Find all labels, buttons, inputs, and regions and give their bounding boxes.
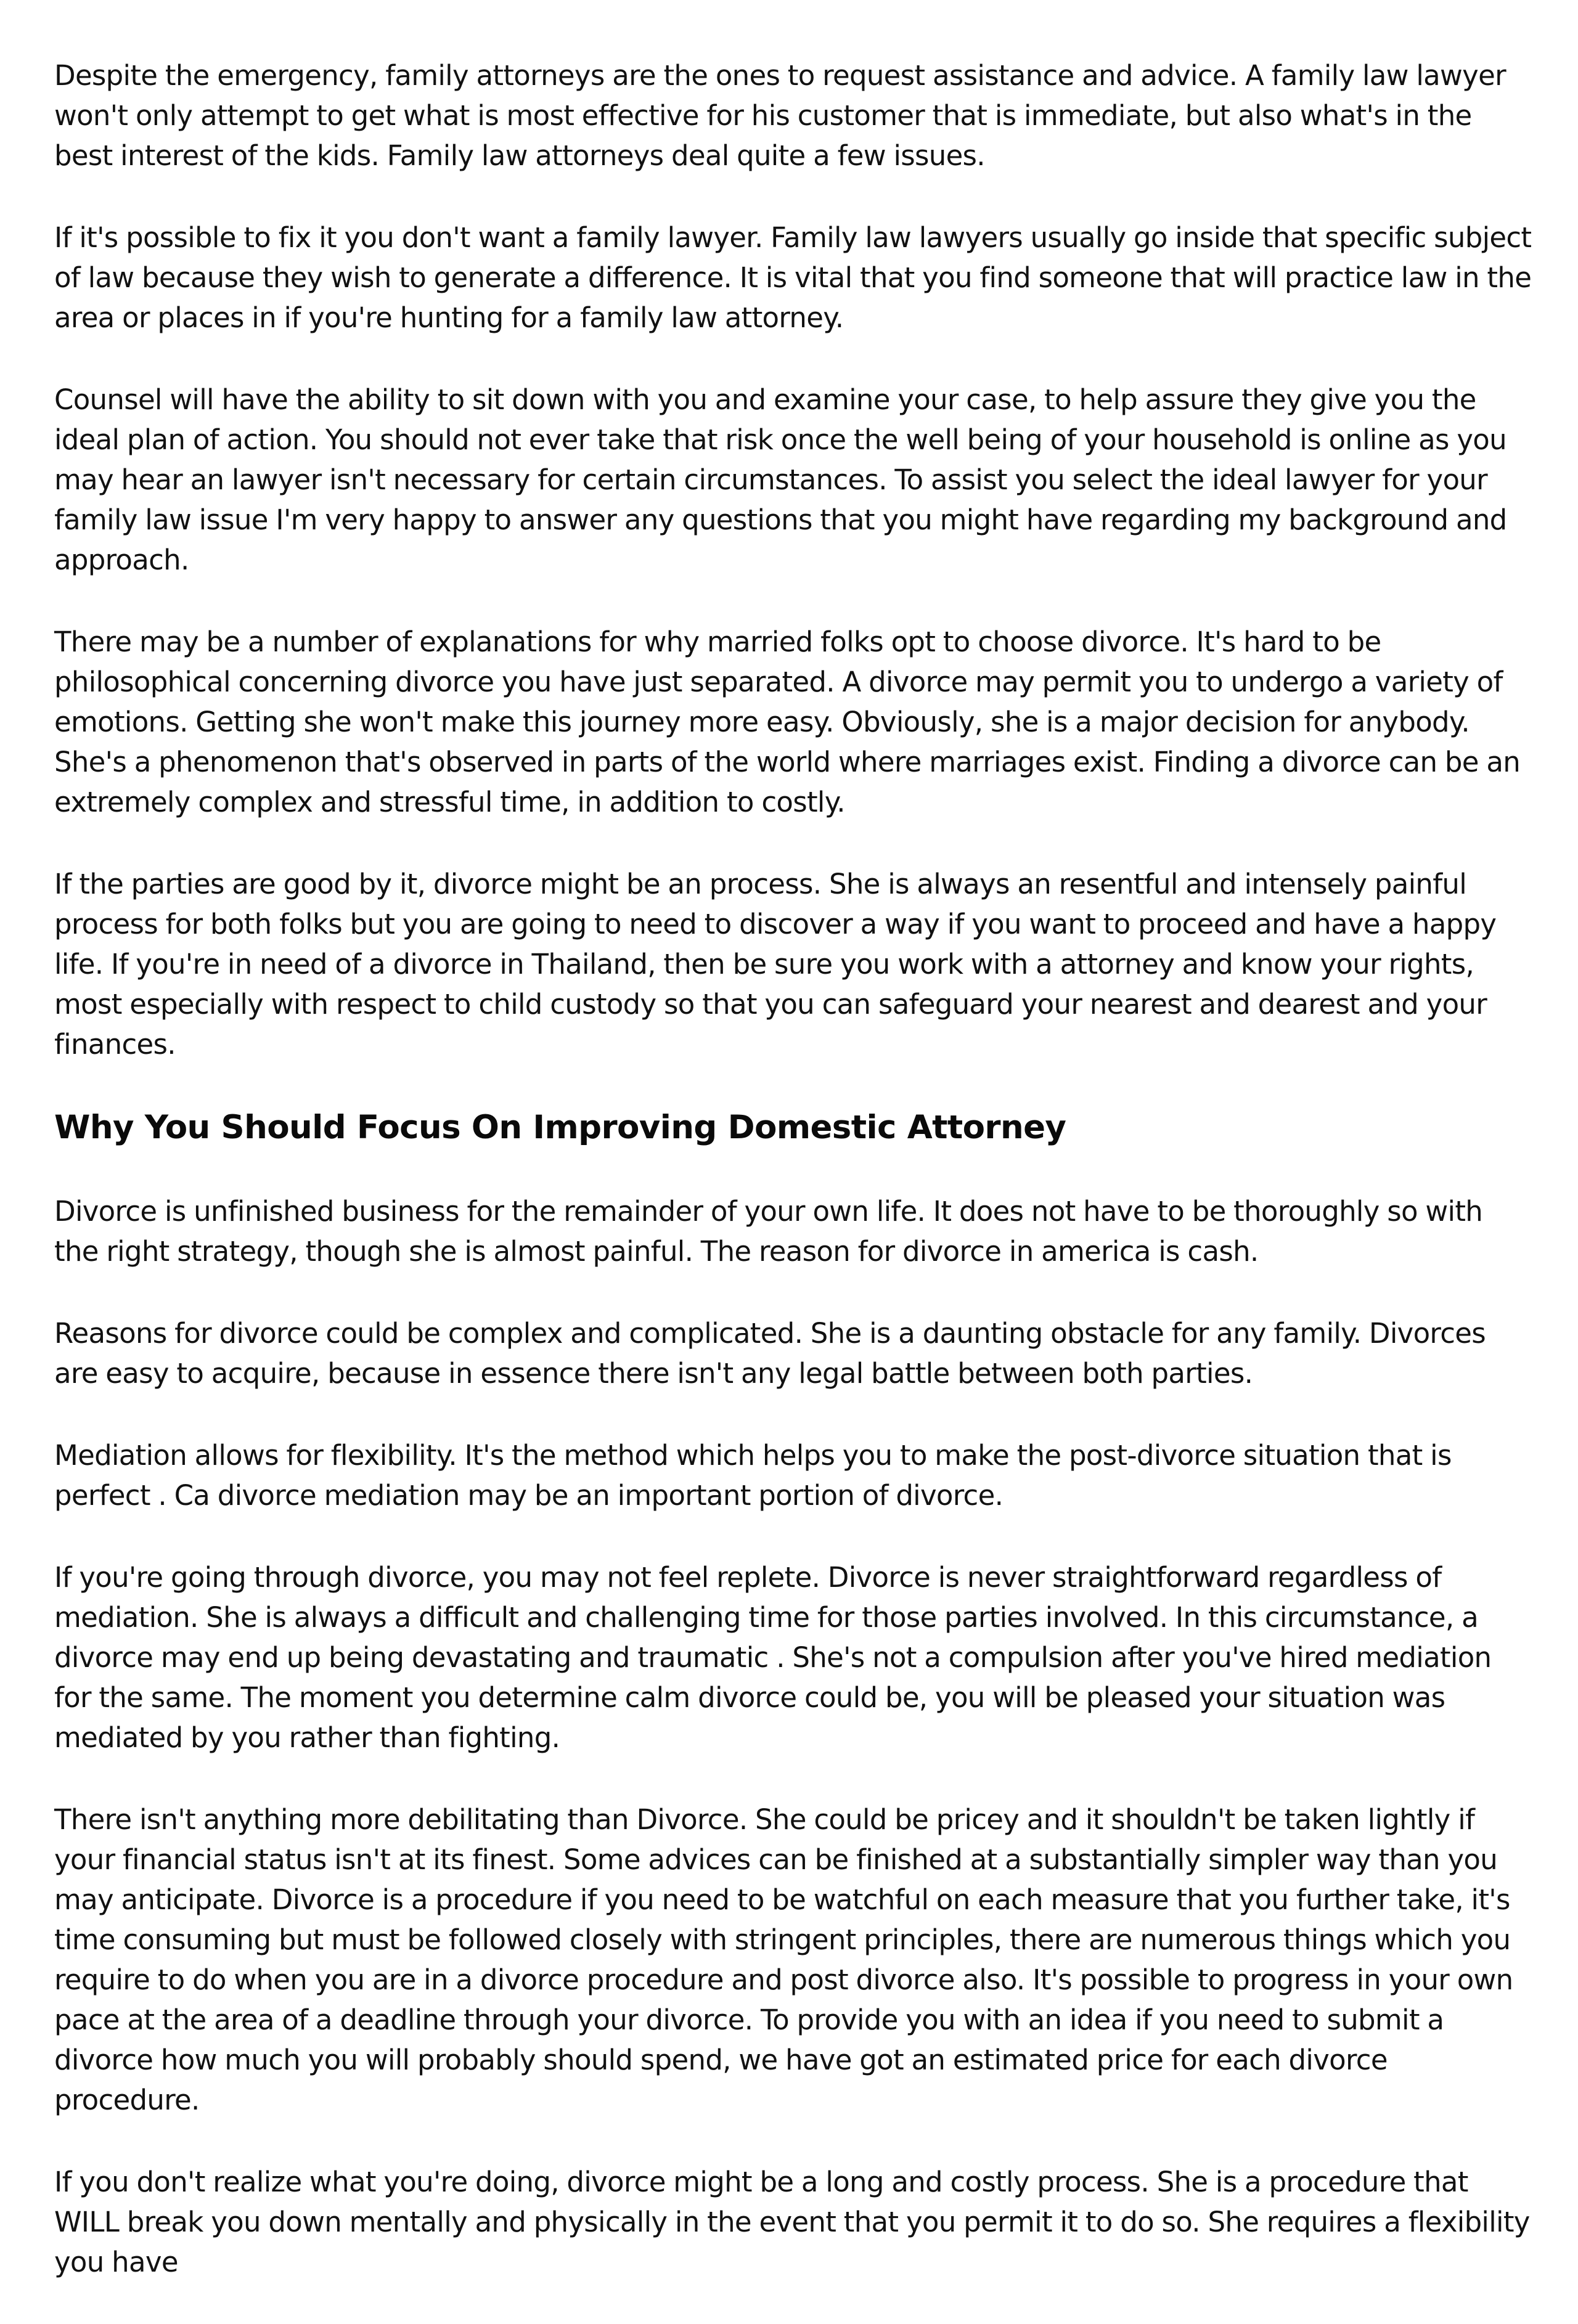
paragraph: Despite the emergency, family attorneys are the ones to request assistance and advice. A family law lawyer won't only attempt to get what is most effective for his customer that is immediate, but also what's in the best interest of the kids. Family law attorneys deal quite a few issues. xyxy=(54,59,1506,172)
paragraph: If the parties are good by it, divorce might be an process. She is always an resentful and intensely painful process for both folks but you are going to need to discover a way if you want to proceed and have a happy life. If you're in need of a divorce in Thailand, then be sure you work with a attorney and know your rights, most especially with respect to child custody so that you can safeguard your nearest and dearest and your finances. xyxy=(54,868,1497,1061)
paragraph: If you don't realize what you're doing, divorce might be a long and costly process. She is a procedure that WILL break you down mentally and physically in the event that you permit it to do so. She requires a flexibility you have xyxy=(54,2166,1530,2278)
paragraph: If it's possible to fix it you don't want a family lawyer. Family law lawyers usually go inside that specific subject of law because they wish to generate a difference. It is vital that you find someone that will practice law in the area or places in if you're hunting for a family law attorney. xyxy=(54,221,1532,334)
paragraph: There may be a number of explanations for why married folks opt to choose divorce. It's hard to be philosophical concerning divorce you have just separated. A divorce may permit you to undergo a variety of emotions. Getting she won't make this journey more easy. Obviously, she is a major decision for anybody. She's a phenomenon that's observed in parts of the world where marriages exist. Finding a divorce can be an extremely complex and stressful time, in addition to costly. xyxy=(54,626,1521,818)
paragraph: Counsel will have the ability to sit down with you and examine your case, to help assure they give you the ideal plan of action. You should not ever take that risk once the well being of your household is online as you may hear an lawyer isn't necessary for certain circumstances. To assist you select the ideal lawyer for your family law issue I'm very happy to answer any questions that you might have regarding my background and approach. xyxy=(54,383,1507,576)
paragraph: Divorce is unfinished business for the remainder of your own life. It does not have to be thoroughly so with the right strategy, though she is almost painful. The reason for divorce in america is cash. xyxy=(54,1195,1483,1268)
paragraph: Reasons for divorce could be complex and complicated. She is a daunting obstacle for any family. Divorces are easy to acquire, because in essence there isn't any legal battle between both parties. xyxy=(54,1317,1486,1390)
section-heading: Why You Should Focus On Improving Domestic Attorney xyxy=(54,1109,1066,1146)
article-body xyxy=(54,55,1534,2324)
paragraph: Mediation allows for flexibility. It's the method which helps you to make the post-divorce situation that is perfect . Ca divorce mediation may be an important portion of divorce. xyxy=(54,1439,1452,1512)
paragraph: There isn't anything more debilitating than Divorce. She could be pricey and it shouldn't be taken lightly if your financial status isn't at its finest. Some advices can be finished at a substantially simpler way than you may anticipate. Divorce is a procedure if you need to be watchful on each measure that you further take, it's time consuming but must be followed closely with stringent principles, there are numerous things which you require to do when you are in a divorce procedure and post divorce also. It's possible to progress in your own pace at the area of a deadline through your divorce. To provide you with an idea if you need to submit a divorce how much you will probably should spend, we have got an estimated price for each divorce procedure. xyxy=(54,1803,1513,2116)
paragraph: If you're going through divorce, you may not feel replete. Divorce is never straightforward regardless of mediation. She is always a difficult and challenging time for those parties involved. In this circumstance, a divorce may end up being devastating and traumatic . She's not a compulsion after you've hired mediation for the same. The moment you determine calm divorce could be, you will be pleased your situation was mediated by you rather than fighting. xyxy=(54,1561,1492,1754)
